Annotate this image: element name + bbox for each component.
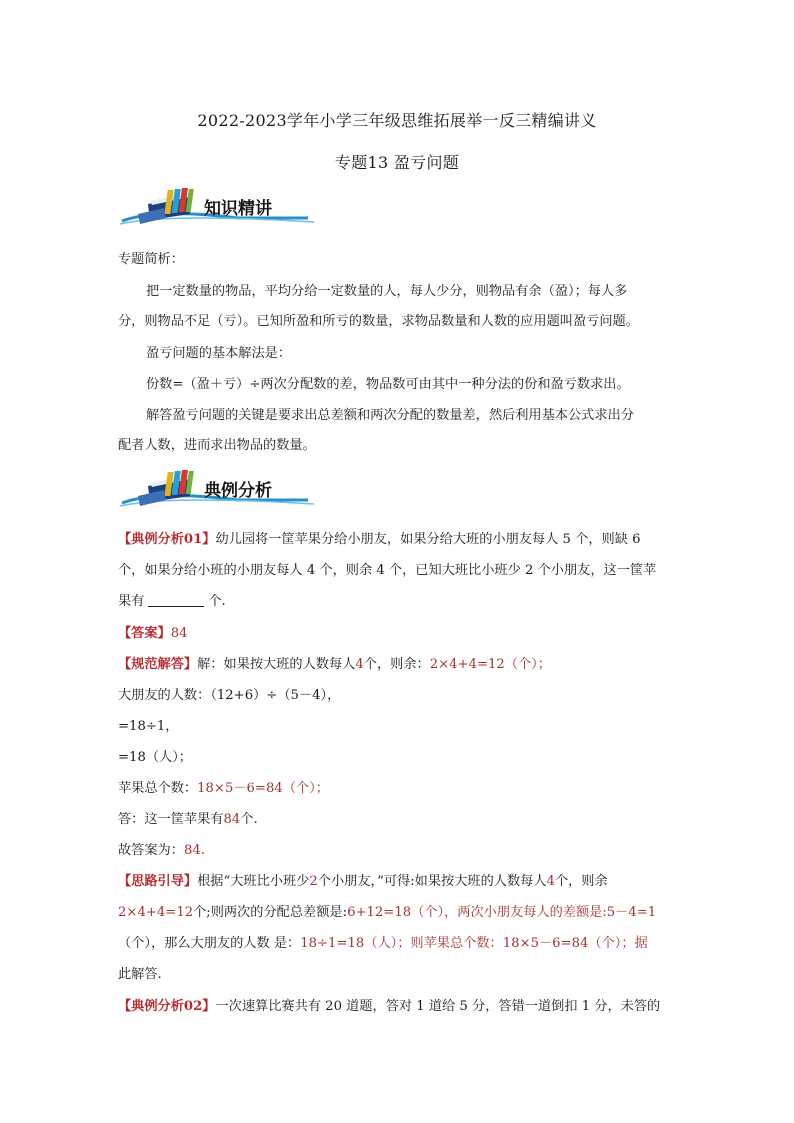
document-title: 2022-2023学年小学三年级思维拓展举一反三精编讲义 [197,111,597,130]
section-banner-knowledge [118,188,318,228]
paragraph-line: 分，则物品不足（亏）。已知所盈和所亏的数量，求物品数量和人数的应用题叫盈亏问题。 [118,314,639,329]
intro-text: 专题简析： [118,252,184,267]
example-tag: 【典例分析01】 [118,532,216,547]
paragraph-line: 盈亏问题的基本解法是： [146,346,292,361]
solution-line: 【规范解答】解：如果按大班的人数每人4个，则余：2×4+4=12（个）； [118,657,551,672]
paragraph-line: 解答盈亏问题的关键是要求出总差额和两次分配的数量差，然后利用基本公式求出分 [146,408,634,423]
section-label: 典例分析 [204,481,272,501]
answer-value: 84 [170,626,188,641]
example-question: 【典例分析01】幼儿园将一筐苹果分给小朋友，如果分给大班的小朋友每人 5 个，则缺 6 [118,532,641,547]
solution-line: 故答案为：84. [118,843,205,858]
example-tag: 【典例分析02】 [118,999,216,1014]
answer-blank [148,592,204,607]
example-question-line: 个，如果分给小班的小朋友每人 4 个，则余 4 个，已知大班比小班少 2 个小朋友，这一筐苹 [118,563,657,578]
hint-line: 【思路引导】根据“大班比小班少2个小朋友，”可得:如果按大班的人数每人4个，则余 [118,874,608,889]
section-label: 知识精讲 [204,199,272,219]
solution-line: =18（人）； [118,750,192,765]
example-question-line: 果有 个. [118,594,226,609]
solution-line: 答：这一筐苹果有84个. [118,812,258,827]
section-banner-examples [118,470,318,510]
solution-line: 苹果总个数：18×5－6=84（个）； [118,781,329,796]
solution-line: 大朋友的人数：（12+6）÷（5－4）， [118,688,341,703]
hint-tag: 【思路引导】 [118,874,198,889]
solution-line: =18÷1， [118,719,179,734]
hint-line: 2×4+4=12个;则两次的分配总差额是:6+12=18（个），两次小朋友每人的差额是:5－4=1 [118,905,657,920]
example-question: 【典例分析02】一次速算比赛共有 20 道题，答对 1 道给 5 分，答错一道倒扣 1 分，未答的 [118,999,661,1014]
paragraph-line: 配者人数，进而求出物品的数量。 [118,438,316,453]
hint-line: （个），那么大朋友的人数 是：18÷1=18（人）；则苹果总个数：18×5－6=84（个）；据 [118,936,648,951]
paragraph-line: 份数=（盈＋亏）÷两次分配数的差，物品数可由其中一种分法的份和盈亏数求出。 [146,377,630,392]
paragraph-line: 把一定数量的物品，平均分给一定数量的人，每人少分，则物品有余（盈）；每人多 [146,284,628,299]
solution-tag: 【规范解答】 [118,657,198,672]
hint-line: 此解答. [118,967,162,982]
document-subtitle: 专题13 盈亏问题 [334,153,460,172]
answer-tag: 【答案】 [118,626,171,641]
answer-line [118,624,678,644]
